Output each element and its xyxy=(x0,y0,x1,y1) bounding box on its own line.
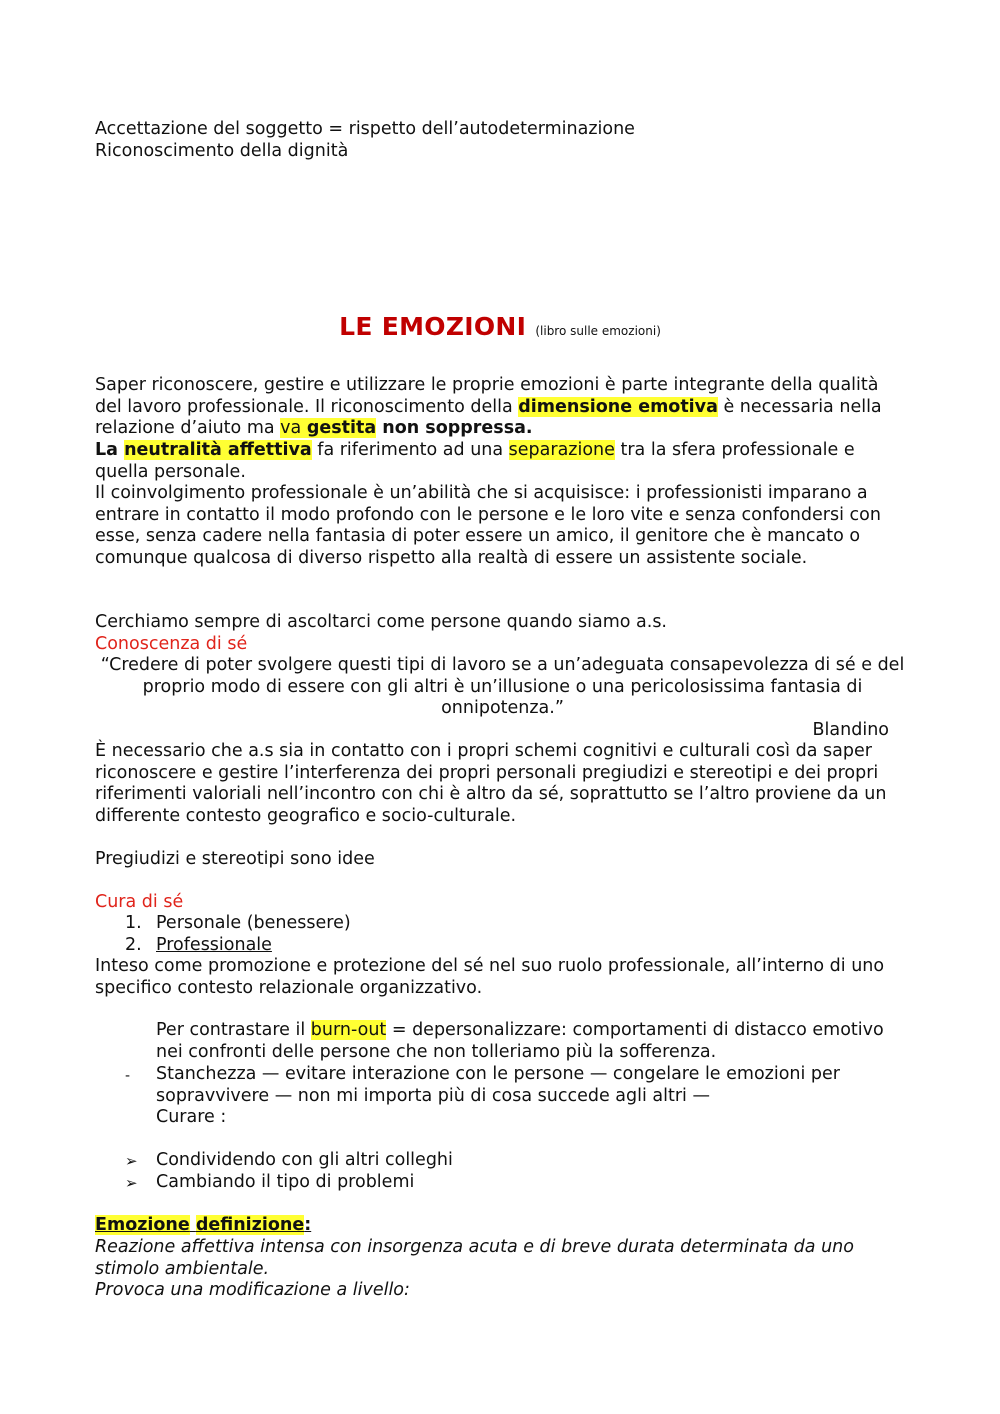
para2-highlight-neutralita: neutralità affettiva xyxy=(124,440,312,460)
heading-conoscenza: Conoscenza di sé xyxy=(95,634,248,654)
para2-text-e: tra la sfera professionale e quella personale. xyxy=(95,440,855,482)
burnout-text-c: = depersonalizzare: comportamenti di distacco emotivo nei confronti delle persone che non tolleriamo più la sofferenza. xyxy=(156,1020,884,1062)
para2-text-c: fa riferimento ad una xyxy=(311,440,509,460)
paragraph-3: Il coinvolgimento professionale è un’abilità che si acquisisce: i professionisti imparano a entrare in contatto il modo profondo con le persone e le loro vite e senza confondersi con esse, senza cadere nella fantasia di poter essere un amico, il genitore che è mancato o comunque qualcosa di diverso rispetto alla realtà di essere un assistente sociale. xyxy=(95,483,881,568)
para1-text-a: Saper riconoscere, gestire e utilizzare le proprie emozioni è parte integrante della qualità del lavoro professionale. Il riconoscimento della xyxy=(95,375,879,417)
definition-italic-1: Reazione affettiva intensa con insorgenza acuta e di breve durata determinata da uno stimolo ambientale. xyxy=(95,1237,854,1279)
def-heading-colon: : xyxy=(304,1215,312,1235)
definition-italic-2: Provoca una modificazione a livello: xyxy=(95,1280,410,1300)
arrow-bullet-icon: ➢ xyxy=(125,1174,138,1192)
arrow-item-1: Condividendo con gli altri colleghi xyxy=(156,1150,453,1170)
title-sub: (libro sulle emozioni) xyxy=(535,324,661,338)
paragraph-6: Pregiudizi e stereotipi sono idee xyxy=(95,849,375,869)
para2-bold-la: La xyxy=(95,440,125,460)
paragraph-4: Cerchiamo sempre di ascoltarci come persone quando siamo a.s. xyxy=(95,612,667,632)
intro-line-2: Riconoscimento della dignità xyxy=(95,141,349,161)
dash-bullet: - xyxy=(125,1068,131,1084)
heading-cura: Cura di sé xyxy=(95,892,184,912)
def-heading-definizione: definizione xyxy=(195,1215,305,1235)
quote-author: Blandino xyxy=(812,720,889,740)
title-main: LE EMOZIONI xyxy=(339,312,527,341)
dash-item: Stanchezza — evitare interazione con le persone — congelare le emozioni per sopravvivere — non mi importa più di cosa succede agli altri — xyxy=(156,1064,840,1106)
para2-highlight-separazione: separazione xyxy=(508,440,615,460)
arrow-bullet-icon: ➢ xyxy=(125,1152,138,1170)
burnout-highlight: burn-out xyxy=(310,1020,387,1040)
para1-bold-non-soppressa: non soppressa. xyxy=(376,418,533,438)
burnout-text-a: Per contrastare il xyxy=(156,1020,311,1040)
list-number-1: 1. xyxy=(125,913,142,933)
para1-highlight-va: va xyxy=(280,418,307,438)
quote: “Credere di poter svolgere questi tipi di lavoro se a un’adeguata consapevolezza di sé e del proprio modo di essere con gli altri è un’illusione o una pericolosissima fantasia di onnipotenza.” xyxy=(100,655,905,718)
paragraph-7: Inteso come promozione e protezione del sé nel suo ruolo professionale, all’interno di uno specifico contesto relazionale organizzativo. xyxy=(95,956,885,998)
list-item-personale: Personale (benessere) xyxy=(156,913,351,933)
para1-highlight-gestita: gestita xyxy=(306,418,377,438)
paragraph-2 xyxy=(95,440,910,483)
def-heading-emozione: Emozione xyxy=(95,1215,190,1235)
intro-line-1: Accettazione del soggetto = rispetto dell’autodeterminazione xyxy=(95,119,635,139)
burnout-paragraph xyxy=(156,1020,896,1063)
arrow-item-2: Cambiando il tipo di problemi xyxy=(156,1172,415,1192)
definition-text-1 xyxy=(95,1237,910,1280)
curare-label: Curare : xyxy=(156,1107,227,1127)
definition-text-2 xyxy=(95,1280,910,1302)
para1-highlight-dimensione: dimensione emotiva xyxy=(518,396,718,417)
definition-heading xyxy=(95,1215,910,1237)
para1-text-c: è necessaria nella relazione d’aiuto ma xyxy=(95,396,882,438)
list-item-professionale: Professionale xyxy=(156,935,272,955)
page-title xyxy=(0,312,1000,341)
list-number-2: 2. xyxy=(125,935,142,955)
paragraph-5: È necessario che a.s sia in contatto con i propri schemi cognitivi e culturali così da saper riconoscere e gestire l’interferenza dei propri personali pregiudizi e stereotipi e dei propri riferimenti valoriali nell’incontro con chi è altro da sé, soprattutto se l’altro proviene da un differente contesto geografico e socio-culturale. xyxy=(95,741,887,826)
paragraph-1 xyxy=(95,375,910,440)
def-heading-space xyxy=(190,1215,196,1235)
